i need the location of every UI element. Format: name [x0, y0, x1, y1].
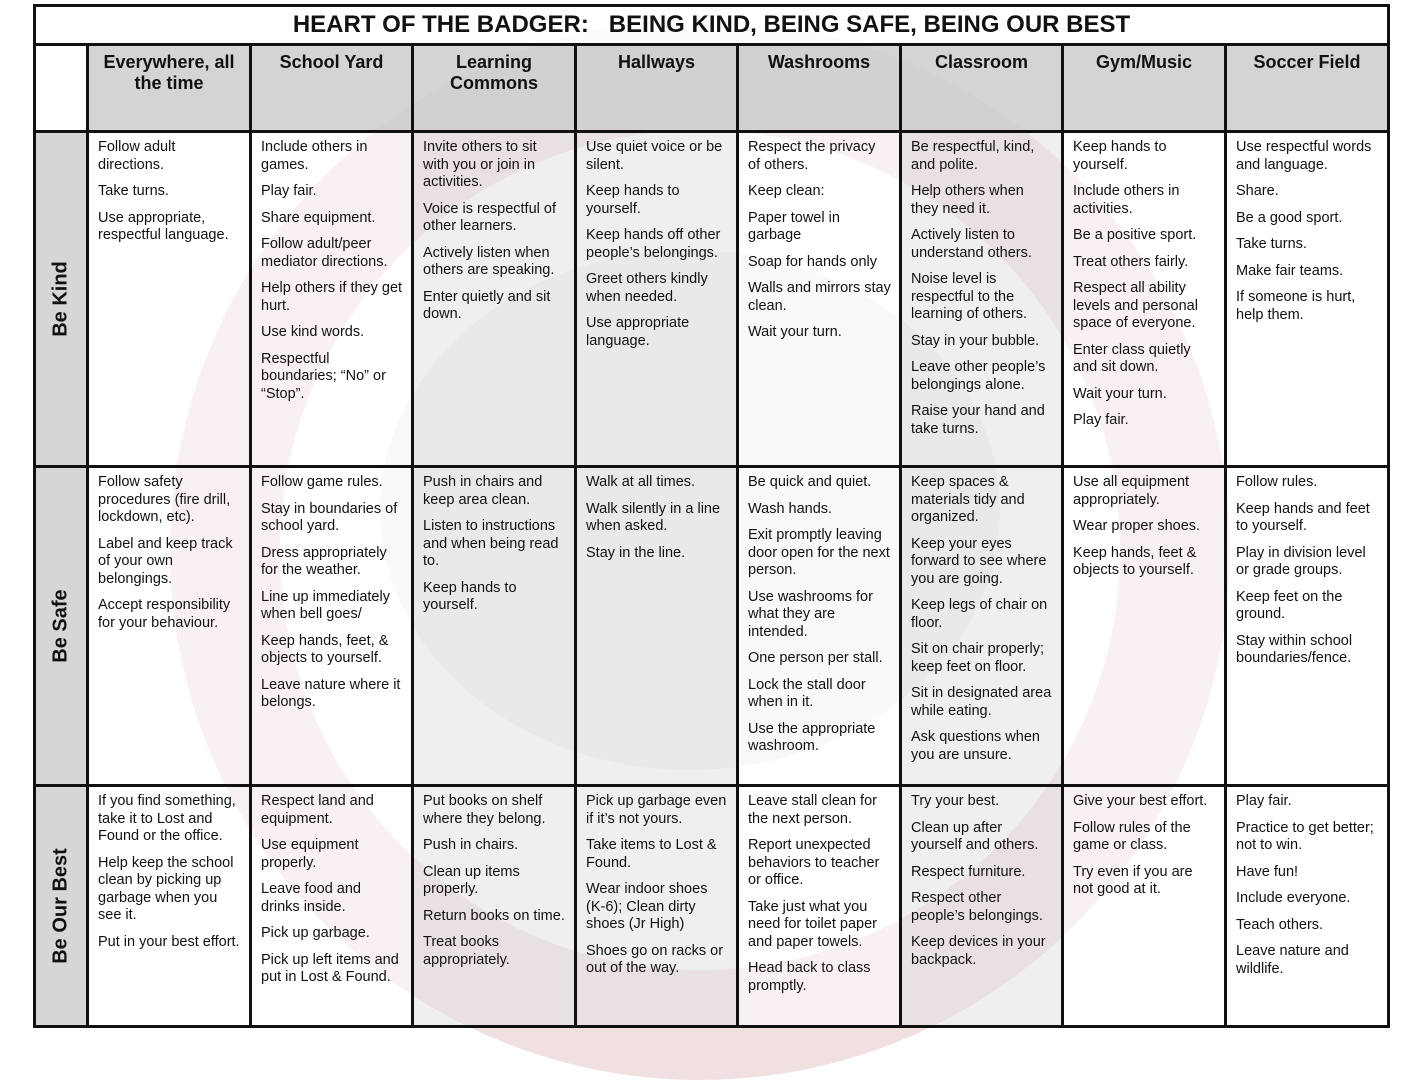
expectation-item: Play fair. [1073, 412, 1129, 428]
expectation-item: Share. [1236, 183, 1279, 199]
expectation-item: Try even if you are not good at it. [1073, 863, 1193, 897]
matrix-cell [1063, 132, 1226, 467]
matrix-cell [576, 786, 738, 1027]
column-header-row [35, 45, 1389, 132]
row-be-our-best [35, 786, 1389, 1027]
expectation-item: Return books on time. [423, 907, 565, 924]
matrix-cell [88, 786, 251, 1027]
expectation-item: Ask questions when you are unsure. [911, 729, 1040, 763]
column-header-gym-music: Gym/Music [1063, 45, 1226, 132]
expectation-item: Use quiet voice or be silent. [586, 139, 723, 173]
expectation-item: Raise your hand and take turns. [911, 403, 1045, 437]
expectation-item: Keep hands to yourself. [1073, 139, 1167, 173]
expectation-item: Leave nature and wildlife. [1236, 943, 1349, 977]
expectation-item: Treat books appropriately. [423, 934, 510, 968]
expectation-item: Wait your turn. [748, 324, 842, 340]
expectation-item: Be a good sport. [1236, 209, 1343, 226]
expectation-item: Help others if they get hurt. [261, 280, 403, 314]
expectation-item: Wear indoor shoes (K-6); Clean dirty shoes (Jr High) [586, 881, 708, 932]
row-label: Be Our Best [49, 848, 72, 964]
row-be-safe [35, 467, 1389, 786]
expectation-item: Keep clean: [748, 183, 825, 199]
expectation-item: Respect all ability levels and personal space of everyone. [1073, 280, 1198, 331]
expectation-item: Keep spaces & materials tidy and organized. [911, 474, 1025, 525]
matrix-cell [251, 786, 413, 1027]
row-label-cell [35, 786, 88, 1027]
expectation-item: Stay in your bubble. [911, 332, 1040, 349]
expectation-item: Shoes go on racks or out of the way. [586, 942, 724, 976]
expectation-item: Actively listen to understand others. [911, 227, 1032, 261]
expectation-item: Line up immediately when bell goes/ [261, 588, 390, 622]
expectation-item: Label and keep track of your own belongings. [98, 535, 233, 587]
matrix-cell [1226, 132, 1389, 467]
expectation-item: Walk silently in a line when asked. [586, 500, 721, 534]
page-title: HEART OF THE BADGER: BEING KIND, BEING SAFE, BEING OUR BEST [35, 6, 1389, 45]
expectation-item: Greet others kindly when needed. [586, 271, 708, 305]
expectation-item: Respect land and equipment. [261, 793, 374, 827]
expectation-item: Pick up garbage. [261, 925, 370, 941]
expectation-item: Include others in games. [261, 139, 368, 173]
expectation-item: Clean up items properly. [423, 863, 520, 897]
expectation-item: Leave other people’s belongings alone. [911, 359, 1046, 393]
expectation-item: Use equipment properly. [261, 837, 359, 871]
expectation-item: Help keep the school clean by picking up garbage when you see it. [98, 854, 234, 923]
matrix-cell [1226, 786, 1389, 1027]
expectation-item: Stay within school boundaries/fence. [1236, 632, 1353, 666]
expectation-item: Paper towel in garbage [748, 209, 840, 243]
expectation-item: Follow adult directions. [98, 139, 176, 173]
matrix-cell [413, 467, 576, 786]
column-header-school-yard: School Yard [251, 45, 413, 132]
expectation-item: Walls and mirrors stay clean. [748, 280, 891, 314]
expectation-item: Take turns. [1236, 236, 1307, 252]
expectation-item: Take turns. [98, 183, 169, 199]
expectation-item: Give your best effort. [1073, 793, 1208, 809]
matrix-cell [576, 132, 738, 467]
row-label-cell [35, 467, 88, 786]
row-be-kind [35, 132, 1389, 467]
matrix-cell [88, 467, 251, 786]
expectation-item: Treat others fairly. [1073, 253, 1189, 270]
expectation-item: If you find something, take it to Lost and Found or the office. [98, 793, 236, 844]
expectation-item: Help others when they need it. [911, 183, 1024, 217]
corner-cell [35, 45, 88, 132]
expectation-item: Respect furniture. [911, 863, 1026, 880]
expectation-item: Keep hands, feet, & objects to yourself. [261, 632, 389, 666]
expectation-item: Use appropriate, respectful language. [98, 209, 229, 243]
expectation-item: Actively listen when others are speaking. [423, 244, 555, 278]
expectation-item: Keep hands, feet & objects to yourself. [1073, 544, 1197, 578]
expectation-item: Use kind words. [261, 324, 365, 340]
expectation-item: Respect the privacy of others. [748, 139, 876, 173]
expectation-item: Wear proper shoes. [1073, 518, 1201, 534]
matrix-cell [1226, 467, 1389, 786]
matrix-cell [1063, 786, 1226, 1027]
expectation-item: Follow rules of the game or class. [1073, 819, 1191, 853]
expectation-item: Soap for hands only [748, 253, 877, 270]
expectation-item: Wash hands. [748, 500, 833, 517]
expectation-item: Play in division level or grade groups. [1236, 544, 1366, 578]
expectation-item: Lock the stall door when in it. [748, 676, 866, 710]
expectation-item: Keep devices in your backpack. [911, 934, 1046, 968]
expectation-item: Keep feet on the ground. [1236, 588, 1343, 622]
expectation-item: Be a positive sport. [1073, 227, 1197, 243]
matrix-cell [251, 467, 413, 786]
expectation-item: Leave nature where it belongs. [261, 676, 401, 710]
expectation-item: Walk at all times. [586, 474, 696, 490]
expectation-item: Keep hands off other people’s belongings. [586, 227, 721, 261]
matrix-cell [576, 467, 738, 786]
expectation-item: Use the appropriate washroom. [748, 720, 876, 754]
expectation-item: Voice is respectful of other learners. [423, 200, 556, 234]
matrix-cell [738, 467, 901, 786]
expectation-item: Include everyone. [1236, 890, 1351, 906]
column-header-learning-commons: Learning Commons [413, 45, 576, 132]
title-row [35, 6, 1389, 45]
expectation-item: Leave food and drinks inside. [261, 881, 361, 915]
expectation-item: Listen to instructions and when being read to. [423, 518, 559, 569]
matrix-cell [413, 786, 576, 1027]
matrix-cell [88, 132, 251, 467]
column-header-classroom: Classroom [901, 45, 1063, 132]
column-header-everywhere-all-the-time: Everywhere, all the time [88, 45, 251, 132]
expectation-item: Keep hands and feet to yourself. [1236, 500, 1370, 534]
row-label: Be Kind [49, 261, 72, 337]
column-header-soccer-field: Soccer Field [1226, 45, 1389, 132]
expectation-item: Enter quietly and sit down. [423, 288, 551, 322]
expectation-item: Follow game rules. [261, 474, 383, 490]
expectation-item: Enter class quietly and sit down. [1073, 341, 1191, 375]
expectation-item: Play fair. [1236, 793, 1292, 809]
expectation-item: Stay in boundaries of school yard. [261, 500, 398, 534]
matrix-cell [901, 467, 1063, 786]
expectation-item: Take items to Lost & Found. [586, 837, 717, 871]
expectation-item: Include others in activities. [1073, 183, 1180, 217]
expectation-item: Pick up garbage even if it’s not yours. [586, 793, 727, 827]
expectation-item: Play fair. [261, 183, 317, 199]
expectation-item: Leave stall clean for the next person. [748, 793, 877, 827]
expectation-item: Teach others. [1236, 916, 1324, 933]
expectation-item: Accept responsibility for your behaviour. [98, 597, 231, 631]
expectation-item: Use respectful words and language. [1236, 139, 1372, 173]
expectation-item: Respectful boundaries; “No” or “Stop”. [261, 350, 386, 402]
behaviour-matrix-table [33, 4, 1390, 1028]
expectation-item: Wait your turn. [1073, 385, 1167, 402]
expectation-item: Try your best. [911, 793, 1000, 809]
expectation-item: Follow safety procedures (fire drill, lockdown, etc). [98, 474, 231, 525]
expectation-item: Use appropriate language. [586, 315, 690, 349]
expectation-item: Stay in the line. [586, 544, 686, 561]
column-header-washrooms: Washrooms [738, 45, 901, 132]
column-header-hallways: Hallways [576, 45, 738, 132]
expectation-item: Follow adult/peer mediator directions. [261, 236, 388, 270]
matrix-cell [901, 132, 1063, 467]
expectation-item: Be respectful, kind, and polite. [911, 139, 1035, 173]
expectation-item: Put books on shelf where they belong. [423, 793, 546, 827]
matrix-cell [1063, 467, 1226, 786]
expectation-item: Sit in designated area while eating. [911, 685, 1052, 719]
expectation-item: Keep hands to yourself. [423, 579, 517, 613]
expectation-item: Invite others to sit with you or join in activities. [423, 139, 537, 190]
expectation-item: Use washrooms for what they are intended. [748, 588, 873, 640]
expectation-item: If someone is hurt, help them. [1236, 289, 1356, 323]
expectation-item: Follow rules. [1236, 474, 1318, 490]
expectation-item: One person per stall. [748, 650, 883, 666]
row-label: Be Safe [49, 589, 72, 663]
expectation-item: Keep legs of chair on floor. [911, 597, 1048, 631]
expectation-item: Use all equipment appropriately. [1073, 474, 1190, 508]
expectation-item: Exit promptly leaving door open for the next person. [748, 527, 890, 578]
expectation-item: Keep hands to yourself. [586, 183, 680, 217]
matrix-cell [738, 132, 901, 467]
expectation-item: Have fun! [1236, 863, 1299, 880]
matrix-cell [901, 786, 1063, 1027]
expectation-item: Be quick and quiet. [748, 474, 872, 490]
row-label-cell [35, 132, 88, 467]
matrix-cell [413, 132, 576, 467]
expectation-item: Share equipment. [261, 209, 376, 226]
expectation-item: Push in chairs. [423, 837, 519, 853]
expectation-item: Pick up left items and put in Lost & Found. [261, 951, 399, 985]
expectation-item: Practice to get better; not to win. [1236, 819, 1374, 853]
expectation-item: Clean up after yourself and others. [911, 819, 1039, 853]
matrix-cell [251, 132, 413, 467]
expectation-item: Report unexpected behaviors to teacher or office. [748, 837, 880, 888]
expectation-item: Keep your eyes forward to see where you are going. [911, 535, 1047, 587]
expectation-item: Take just what you need for toilet paper and paper towels. [748, 898, 877, 950]
expectation-item: Sit on chair properly; keep feet on floor. [911, 641, 1044, 675]
expectation-item: Head back to class promptly. [748, 960, 871, 994]
expectation-item: Make fair teams. [1236, 262, 1344, 279]
expectation-item: Respect other people’s belongings. [911, 890, 1043, 924]
expectation-item: Put in your best effort. [98, 933, 240, 950]
matrix-cell [738, 786, 901, 1027]
expectation-item: Noise level is respectful to the learning of others. [911, 271, 1028, 322]
expectation-item: Dress appropriately for the weather. [261, 544, 387, 578]
expectation-item: Push in chairs and keep area clean. [423, 474, 543, 508]
